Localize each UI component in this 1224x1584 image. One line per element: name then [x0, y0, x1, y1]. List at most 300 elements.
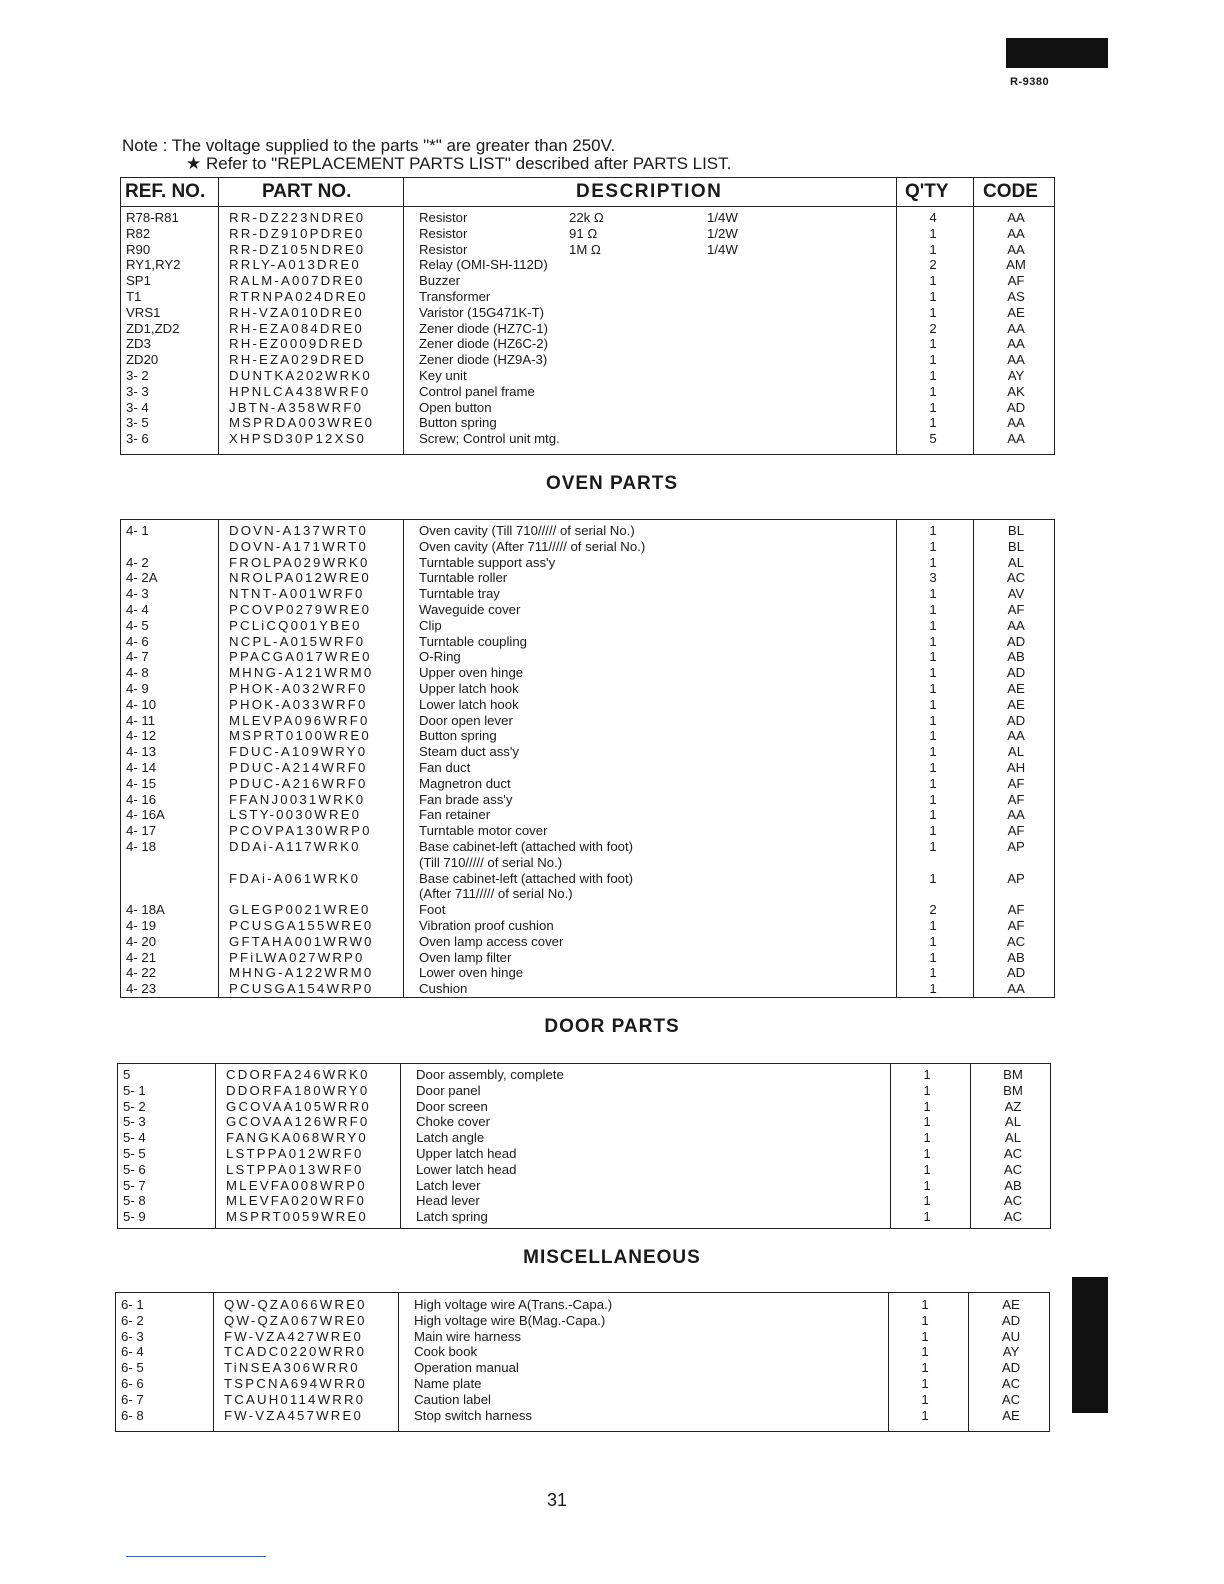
quantity: 1	[929, 933, 937, 949]
quantity: 1	[929, 965, 937, 981]
description: Turntable support ass'y	[419, 554, 556, 570]
part-no: RR-DZ910PDRE0	[229, 225, 365, 241]
description: Fan brade ass'y	[419, 791, 513, 807]
price-code: AB	[1007, 949, 1025, 965]
ref-no: 3- 3	[126, 383, 149, 399]
part-no: PCOVPA130WRP0	[229, 823, 372, 839]
quantity: 1	[929, 838, 937, 854]
description: Screw; Control unit mtg.	[419, 431, 560, 447]
ref-no: R82	[126, 225, 151, 241]
description: Open button	[419, 399, 492, 415]
power-rating: 1/4W	[707, 210, 738, 225]
part-no: GFTAHA001WRW0	[229, 933, 374, 949]
table-row	[121, 855, 1054, 871]
description: Oven cavity (After 711///// of serial No.)	[419, 538, 646, 554]
description: Latch lever	[416, 1177, 481, 1193]
price-code: AA	[1007, 617, 1025, 633]
quantity: 1	[929, 273, 937, 289]
quantity: 1	[929, 336, 937, 352]
ref-no: 4- 9	[126, 680, 149, 696]
table-row	[121, 602, 1054, 618]
part-no: FDUC-A109WRY0	[229, 744, 368, 760]
description: Lower oven hinge	[419, 965, 524, 981]
table-row	[121, 744, 1054, 760]
description: Varistor (15G471K-T)	[419, 304, 545, 320]
description: Turntable coupling	[419, 633, 528, 649]
ref-no: 5- 1	[123, 1082, 146, 1098]
part-no: RH-EZA084DRE0	[229, 320, 364, 336]
part-no: PFiLWA027WRP0	[229, 949, 365, 965]
price-code: AA	[1007, 320, 1025, 336]
quantity: 1	[923, 1209, 931, 1225]
table-row	[121, 760, 1054, 776]
quantity: 1	[929, 352, 937, 368]
table-row	[118, 1209, 1050, 1225]
description: Upper latch hook	[419, 680, 519, 696]
quantity: 1	[929, 665, 937, 681]
price-code: AC	[1003, 1193, 1023, 1209]
description: Waveguide cover	[419, 601, 521, 617]
misc-rows	[116, 1297, 1049, 1423]
part-no: LSTPPA012WRF0	[226, 1145, 364, 1161]
ref-no: ZD1,ZD2	[126, 320, 180, 336]
part-no: NROLPA012WRE0	[229, 570, 371, 586]
table-row	[121, 242, 1054, 258]
price-code: AM	[1006, 257, 1026, 273]
price-code: AD	[1006, 712, 1026, 728]
ref-no: 4- 19	[126, 917, 157, 933]
part-no: MSPRDA003WRE0	[229, 415, 375, 431]
part-no: HPNLCA438WRF0	[229, 383, 371, 399]
table-row	[121, 871, 1054, 887]
quantity: 1	[929, 981, 937, 997]
table-row	[116, 1313, 1049, 1329]
description: Base cabinet-left (attached with foot)	[419, 870, 634, 886]
part-no: GCOVAA126WRF0	[226, 1114, 370, 1130]
part-no: FFANJ0031WRK0	[229, 791, 366, 807]
ref-no: 5	[123, 1067, 131, 1082]
price-code: AZ	[1004, 1098, 1022, 1114]
power-rating: 1/2W	[707, 225, 738, 241]
quantity: 1	[921, 1312, 929, 1328]
description: Lower latch head	[416, 1161, 517, 1177]
table-row	[121, 555, 1054, 571]
quantity: 1	[929, 823, 937, 839]
part-no: RH-EZ0009DRED	[229, 336, 365, 352]
miscellaneous-title: MISCELLANEOUS	[523, 1247, 701, 1268]
table-row	[121, 823, 1054, 839]
part-no: FDAi-A061WRK0	[229, 870, 361, 886]
table-row	[121, 681, 1054, 697]
ref-no: 3- 6	[126, 431, 149, 447]
part-no: MHNG-A122WRM0	[229, 965, 374, 981]
description: Steam duct ass'y	[419, 744, 520, 760]
price-code: AD	[1001, 1312, 1021, 1328]
quantity: 1	[929, 538, 937, 554]
ref-no: R78-R81	[126, 210, 179, 225]
description: Button spring	[419, 415, 497, 431]
description: Name plate	[414, 1375, 482, 1391]
ref-no: 4- 16	[126, 791, 157, 807]
oven-parts-table	[120, 519, 1055, 998]
price-code: AF	[1007, 775, 1025, 791]
description: Button spring	[419, 728, 497, 744]
part-no: DUNTKA202WRK0	[229, 367, 372, 383]
quantity: 1	[929, 744, 937, 760]
part-no: LSTY-0030WRE0	[229, 807, 362, 823]
ref-no: 4- 11	[126, 712, 156, 728]
quantity: 1	[921, 1375, 929, 1391]
price-code: AA	[1007, 431, 1025, 447]
table-row	[118, 1083, 1050, 1099]
description: Turntable tray	[419, 586, 500, 602]
quantity: 1	[929, 759, 937, 775]
part-no: NCPL-A015WRF0	[229, 633, 366, 649]
part-no: XHPSD30P12XS0	[229, 431, 367, 447]
description: Oven lamp access cover	[419, 933, 564, 949]
part-no: MLEVPA096WRF0	[229, 712, 370, 728]
ref-no: 6- 1	[121, 1297, 144, 1312]
table-row	[121, 384, 1054, 400]
part-no: RR-DZ223NDRE0	[229, 210, 366, 225]
table-row	[118, 1162, 1050, 1178]
part-no: JBTN-A358WRF0	[229, 399, 364, 415]
quantity: 1	[929, 728, 937, 744]
price-code: AL	[1004, 1114, 1022, 1130]
miscellaneous-table	[115, 1292, 1050, 1432]
table-row	[121, 431, 1054, 447]
power-rating: 1/4W	[707, 241, 738, 257]
table-row	[121, 226, 1054, 242]
price-code: AA	[1007, 241, 1025, 257]
part-no: FW-VZA457WRE0	[224, 1407, 364, 1423]
description: Cook book	[414, 1344, 478, 1360]
description: Head lever	[416, 1193, 480, 1209]
description: Oven cavity (Till 710///// of serial No.)	[419, 523, 635, 538]
description: Cushion	[419, 981, 468, 997]
price-code: BL	[1007, 538, 1025, 554]
price-code: AE	[1007, 680, 1025, 696]
quantity: 1	[923, 1161, 931, 1177]
model-number: R-9380	[1010, 76, 1050, 88]
oven-parts-title: OVEN PARTS	[545, 473, 679, 494]
description: (After 711///// of serial No.)	[419, 886, 573, 902]
part-no: DOVN-A171WRT0	[229, 538, 369, 554]
table-row	[121, 618, 1054, 634]
part-no: PHOK-A033WRF0	[229, 696, 368, 712]
door-parts-title: DOOR PARTS	[544, 1016, 680, 1037]
price-code: AF	[1007, 823, 1025, 839]
ref-no: 5- 6	[123, 1161, 146, 1177]
price-code: AK	[1007, 383, 1025, 399]
quantity: 1	[929, 649, 937, 665]
description: High voltage wire A(Trans.-Capa.)	[414, 1297, 613, 1312]
ref-no: 4- 1	[126, 523, 149, 538]
table-row	[121, 728, 1054, 744]
ref-no: 4- 13	[126, 744, 157, 760]
corner-tab-marker	[1006, 38, 1108, 68]
table-row	[121, 273, 1054, 289]
part-no: RRLY-A013DRE0	[229, 257, 361, 273]
price-code: AA	[1007, 728, 1025, 744]
table-row	[118, 1146, 1050, 1162]
description: Vibration proof cushion	[419, 917, 554, 933]
price-code: AC	[1001, 1375, 1021, 1391]
quantity: 1	[929, 523, 937, 538]
quantity: 1	[929, 601, 937, 617]
part-no: PDUC-A216WRF0	[229, 775, 368, 791]
page-number: 31	[546, 1490, 568, 1510]
quantity: 1	[929, 696, 937, 712]
part-no: FROLPA029WRK0	[229, 554, 370, 570]
description: Caution label	[414, 1391, 491, 1407]
price-code: AS	[1007, 288, 1025, 304]
quantity: 1	[929, 617, 937, 633]
ref-no: 5- 4	[123, 1130, 146, 1146]
ref-no: 5- 8	[123, 1193, 146, 1209]
quantity: 1	[929, 870, 937, 886]
price-code: BL	[1007, 523, 1025, 538]
ref-no: 4- 3	[126, 586, 149, 602]
description: Resistor	[419, 225, 468, 241]
ref-no: R90	[126, 241, 151, 257]
price-code: AC	[1001, 1391, 1021, 1407]
quantity: 2	[929, 257, 937, 273]
part-no: QW-QZA067WRE0	[224, 1312, 367, 1328]
price-code: AP	[1007, 838, 1025, 854]
price-code: AD	[1006, 399, 1026, 415]
table-row	[121, 321, 1054, 337]
table-row	[121, 792, 1054, 808]
ref-no: 4- 12	[126, 728, 157, 744]
quantity: 1	[921, 1297, 929, 1312]
ref-no: 6- 2	[121, 1312, 144, 1328]
table-row	[121, 965, 1054, 981]
table-row	[121, 289, 1054, 305]
table-row	[118, 1193, 1050, 1209]
ref-no: 4- 14	[126, 759, 157, 775]
part-no: MLEVFA008WRP0	[226, 1177, 367, 1193]
ref-no: 4- 17	[126, 823, 157, 839]
ref-no: 4- 7	[126, 649, 149, 665]
table-row	[116, 1360, 1049, 1376]
control-rows	[121, 210, 1054, 447]
quantity: 1	[929, 367, 937, 383]
description: Oven lamp filter	[419, 949, 512, 965]
table-row	[121, 839, 1054, 855]
quantity: 1	[929, 712, 937, 728]
quantity: 1	[929, 633, 937, 649]
description: Upper oven hinge	[419, 665, 524, 681]
quantity: 1	[929, 917, 937, 933]
price-code: AF	[1007, 917, 1025, 933]
table-row	[121, 539, 1054, 555]
part-no: DOVN-A137WRT0	[229, 523, 369, 538]
part-no: PHOK-A032WRF0	[229, 680, 368, 696]
ref-no: 6- 5	[121, 1360, 144, 1376]
description: Main wire harness	[414, 1328, 522, 1344]
price-code: BM	[1003, 1082, 1023, 1098]
price-code: AD	[1006, 665, 1026, 681]
quantity: 1	[929, 554, 937, 570]
price-code: AY	[1007, 367, 1025, 383]
price-code: AE	[1007, 304, 1025, 320]
quantity: 2	[929, 320, 937, 336]
table-row	[121, 634, 1054, 650]
ref-no: 4- 10	[126, 696, 157, 712]
oven-rows	[121, 523, 1054, 997]
ref-no: VRS1	[126, 304, 161, 320]
table-row	[121, 807, 1054, 823]
part-no: TCADC0220WRR0	[224, 1344, 367, 1360]
table-row	[118, 1099, 1050, 1115]
price-code: AF	[1007, 902, 1025, 918]
price-code: AC	[1003, 1145, 1023, 1161]
description: (Till 710///// of serial No.)	[419, 854, 563, 870]
price-code: AV	[1007, 586, 1025, 602]
description: Lower latch hook	[419, 696, 519, 712]
table-row	[116, 1376, 1049, 1392]
ref-no: 4- 6	[126, 633, 149, 649]
table-row	[121, 697, 1054, 713]
table-row	[116, 1408, 1049, 1424]
quantity: 1	[923, 1114, 931, 1130]
part-no: RALM-A007DRE0	[229, 273, 365, 289]
table-row	[121, 918, 1054, 934]
quantity: 1	[929, 241, 937, 257]
table-row	[116, 1297, 1049, 1313]
quantity: 1	[929, 586, 937, 602]
ref-no: ZD3	[126, 336, 151, 352]
table-row	[116, 1329, 1049, 1345]
quantity: 1	[929, 680, 937, 696]
price-code: AE	[1002, 1407, 1020, 1423]
part-no: NTNT-A001WRF0	[229, 586, 365, 602]
quantity: 1	[923, 1098, 931, 1114]
quantity: 1	[929, 225, 937, 241]
part-no: RH-EZA029DRED	[229, 352, 367, 368]
price-code: AA	[1007, 981, 1025, 997]
table-row	[118, 1130, 1050, 1146]
ref-no: 5- 5	[123, 1145, 146, 1161]
quantity: 1	[923, 1193, 931, 1209]
ref-no: 4- 18A	[126, 902, 165, 918]
price-code: AC	[1003, 1209, 1023, 1225]
quantity: 1	[929, 807, 937, 823]
replacement-note: ★ Refer to "REPLACEMENT PARTS LIST" described after PARTS LIST.	[186, 154, 732, 173]
price-code: AA	[1007, 415, 1025, 431]
price-code: AE	[1002, 1297, 1020, 1312]
ref-no: 5- 3	[123, 1114, 146, 1130]
description: Stop switch harness	[414, 1407, 533, 1423]
quantity: 1	[929, 415, 937, 431]
table-row	[121, 415, 1054, 431]
description: Transformer	[419, 288, 491, 304]
part-no: DDAi-A117WRK0	[229, 838, 361, 854]
part-no: MLEVFA020WRF0	[226, 1193, 366, 1209]
description: Operation manual	[414, 1360, 519, 1376]
ref-no: 6- 7	[121, 1391, 144, 1407]
ref-no: 4- 16A	[126, 807, 165, 823]
price-code: AB	[1004, 1177, 1022, 1193]
quantity: 2	[929, 902, 937, 918]
ref-no: SP1	[126, 273, 151, 289]
table-row	[121, 305, 1054, 321]
part-no: RR-DZ105NDRE0	[229, 241, 366, 257]
ref-no: 4- 2A	[126, 570, 158, 586]
price-code: AF	[1007, 273, 1025, 289]
quantity: 1	[923, 1082, 931, 1098]
table-row	[121, 257, 1054, 273]
table-row	[121, 665, 1054, 681]
quantity: 5	[929, 431, 937, 447]
quantity: 1	[929, 304, 937, 320]
part-no: PDUC-A214WRF0	[229, 759, 368, 775]
resistor-value: 91 Ω	[569, 225, 598, 241]
ref-no: 6- 3	[121, 1328, 144, 1344]
ref-no: 6- 8	[121, 1407, 144, 1423]
quantity: 1	[929, 949, 937, 965]
table-row	[121, 934, 1054, 950]
quantity: 1	[921, 1360, 929, 1376]
description: Choke cover	[416, 1114, 491, 1130]
description: Control panel frame	[419, 383, 535, 399]
quantity: 4	[929, 210, 937, 225]
quantity: 1	[923, 1067, 931, 1082]
quantity: 1	[929, 288, 937, 304]
price-code: AD	[1006, 965, 1026, 981]
table-row	[116, 1392, 1049, 1408]
table-row	[116, 1344, 1049, 1360]
part-no: FW-VZA427WRE0	[224, 1328, 364, 1344]
price-code: AH	[1006, 759, 1026, 775]
description: Foot	[419, 902, 446, 918]
part-no: LSTPPA013WRF0	[226, 1161, 364, 1177]
ref-no: 3- 2	[126, 367, 149, 383]
table-row	[121, 368, 1054, 384]
part-no: MSPRT0100WRE0	[229, 728, 371, 744]
price-code: AD	[1006, 633, 1026, 649]
ref-no: 3- 5	[126, 415, 149, 431]
part-no: RH-VZA010DRE0	[229, 304, 364, 320]
ref-no: 4- 2	[126, 554, 149, 570]
part-no: PCUSGA155WRE0	[229, 917, 374, 933]
quantity: 1	[921, 1344, 929, 1360]
ref-no: 5- 9	[123, 1209, 146, 1225]
part-no: DDORFA180WRY0	[226, 1082, 370, 1098]
description: Door panel	[416, 1082, 481, 1098]
description: Zener diode (HZ9A-3)	[419, 352, 548, 368]
table-row	[121, 523, 1054, 539]
description: Fan duct	[419, 759, 471, 775]
quantity: 1	[929, 399, 937, 415]
description: Turntable roller	[419, 570, 508, 586]
description: Resistor	[419, 241, 468, 257]
table-row	[121, 776, 1054, 792]
table-row	[121, 586, 1054, 602]
quantity: 1	[929, 791, 937, 807]
quantity: 1	[923, 1177, 931, 1193]
part-no: MHNG-A121WRM0	[229, 665, 374, 681]
side-tab-marker	[1072, 1277, 1108, 1413]
ref-no: 4- 5	[126, 617, 149, 633]
resistor-value: 22k Ω	[569, 210, 604, 225]
quantity: 1	[923, 1145, 931, 1161]
description: Fan retainer	[419, 807, 491, 823]
quantity: 3	[929, 570, 937, 586]
part-no: TSPCNA694WRR0	[224, 1375, 367, 1391]
price-code: AA	[1007, 336, 1025, 352]
